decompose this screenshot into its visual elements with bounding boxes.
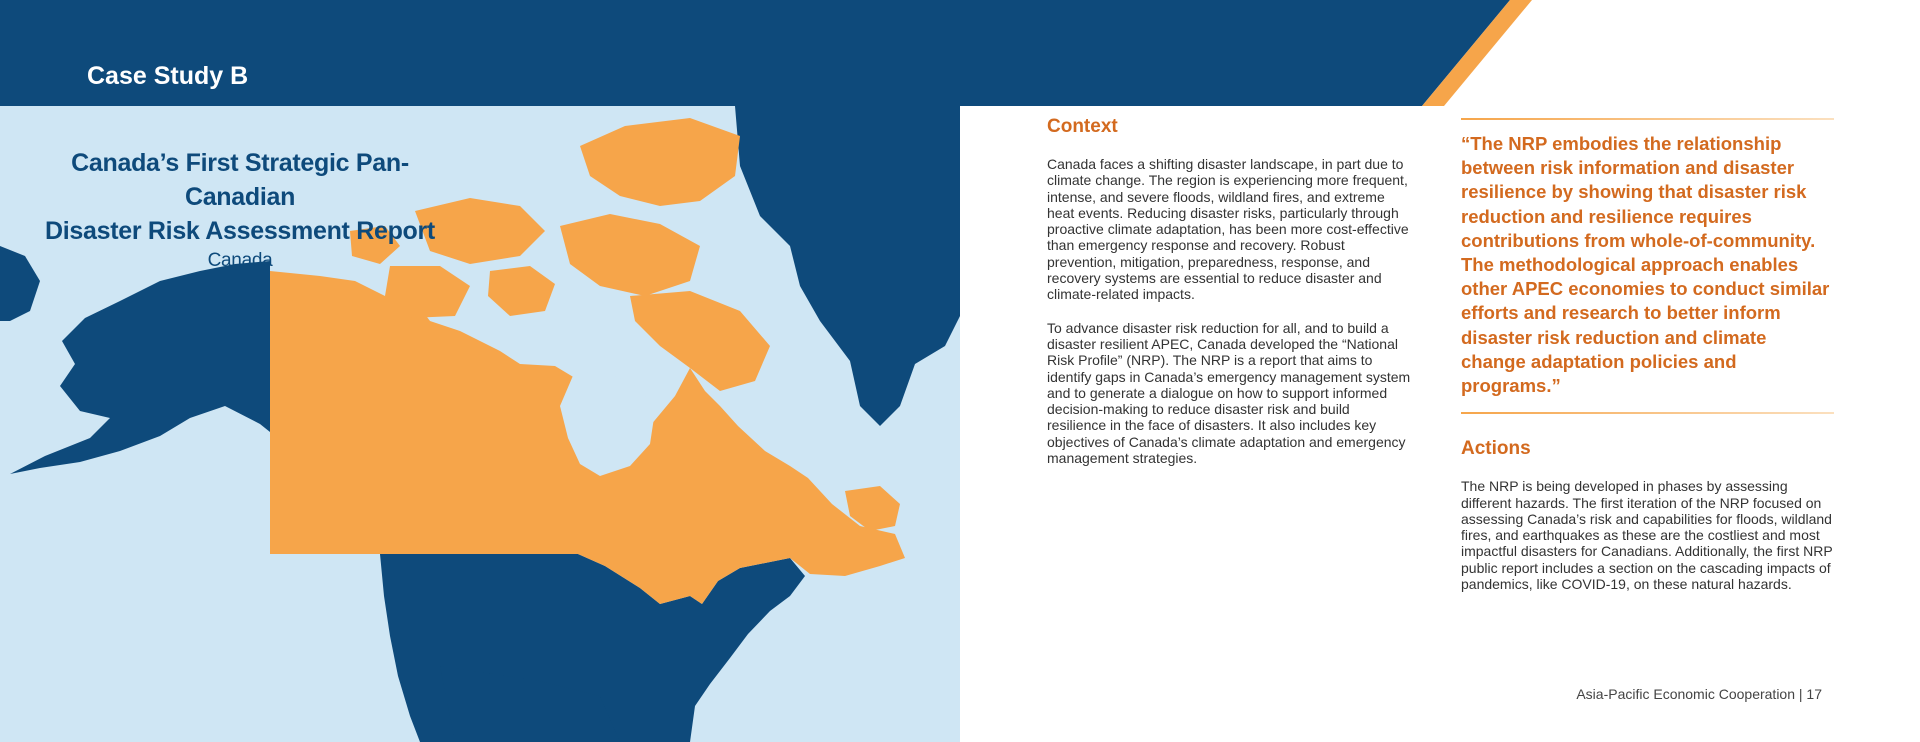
arctic-island-3	[560, 214, 700, 296]
context-paragraph-2: To advance disaster risk reduction for all, and to build a disaster resilient APEC, Canada developed the “National Risk Profile” (NRP). The NRP is a report that aims to identify gaps in Canada’s emergency management system and to generate a dialogue on how to support informed decision-making to reduce disaster risk and build resilience in the face of disasters. It also includes key objectives of Canada’s climate adaptation and emergency management strategies.	[1047, 319, 1411, 467]
page-footer: Asia-Pacific Economic Cooperation | 17	[1576, 686, 1822, 702]
quote-top-rule	[1461, 118, 1834, 120]
arctic-island-5	[630, 291, 770, 391]
actions-paragraph: The NRP is being developed in phases by assessing different hazards. The first iteration of the NRP focused on assessing Canada’s risk and capabilities for floods, wildland fires, and earthquakes as these are the costliest and most impactful disasters for Canadians. Additionally, the first NRP public report includes a section on the cascading impacts of pandemics, like COVID-19, on these natural hazards.	[1461, 478, 1833, 593]
greenland-shape	[735, 106, 960, 426]
arctic-island-1	[580, 118, 740, 206]
context-heading: Context	[1047, 116, 1118, 137]
arctic-island-6	[488, 266, 555, 316]
map-title-line-1: Canada’s First Strategic Pan-Canadian	[71, 149, 409, 211]
map-subtitle: Canada	[207, 250, 273, 271]
context-section	[1047, 116, 1412, 483]
header-band	[0, 0, 1920, 106]
pull-quote: “The NRP embodies the relationship between risk information and disaster resilience by showing that disaster risk reduction and resilience requires contributions from whole-of-community. The methodological approach enables other APEC economies to conduct similar efforts and research to better inform disaster risk reduction and climate change adaptation policies and programs.”	[1461, 133, 1830, 397]
header-title: Case Study B	[87, 62, 249, 90]
quote-bottom-rule	[1461, 412, 1834, 414]
map-panel	[0, 106, 960, 742]
russia-edge-shape	[0, 246, 40, 321]
map-title	[40, 146, 440, 274]
context-paragraph-1: Canada faces a shifting disaster landscape, in part due to climate change. The region is experiencing more frequent, intense, and severe floods, wildland fires, and extreme heat events. Reducing disaster risks, particularly through proactive climate adaptation, has been more cost-effective than emergency response and recovery. Robust prevention, mitigation, preparedness, response, and recovery systems are essential to reduce disaster and climate-related impacts.	[1047, 156, 1409, 303]
quote-actions-section	[1461, 118, 1834, 609]
map-title-line-2: Disaster Risk Assessment Report	[45, 217, 435, 245]
actions-heading: Actions	[1461, 438, 1531, 460]
